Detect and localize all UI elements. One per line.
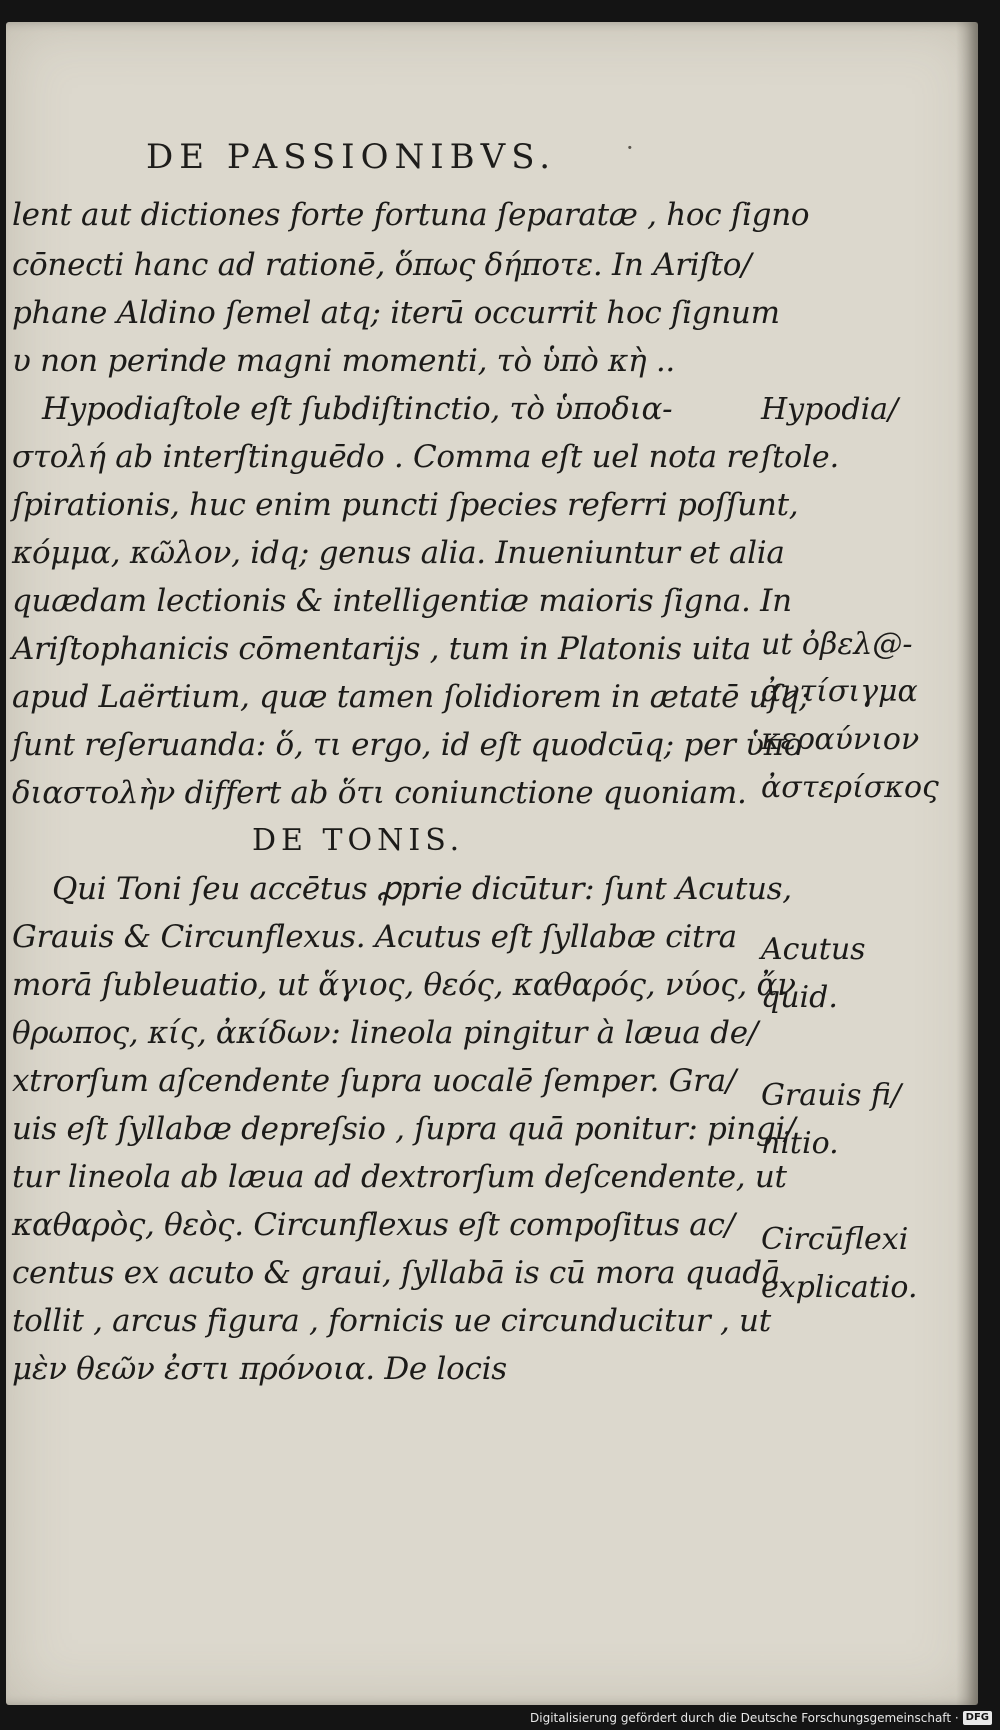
margin-note: quid. [761, 980, 838, 1015]
text-line: morā ſubleuatio, ut ἅγιος, θεός, καθαρός, νύος, ἄν [12, 967, 796, 1003]
text-line: phane Aldino ſemel atq; iterū occurrit hoc ſignum [12, 295, 780, 331]
text-line: xtrorſum aſcendente ſupra uocalē ſemper. Gra/ [12, 1063, 736, 1099]
footer-credit [530, 1709, 992, 1727]
text-line: μὲν θεῶν ἐστι πρόνοια. De locis [12, 1351, 507, 1387]
margin-note: ſtole. [761, 440, 840, 475]
text-line: quædam lectionis & intelligentiæ maioris ſigna. In [12, 583, 792, 619]
text-line: διαστολὴν differt ab ὅτι coniunctione quoniam. [12, 775, 747, 811]
text-line: ſunt reſeruanda: ὅ, τι ergo, id eſt quodcūq; per ὑπο [12, 727, 803, 763]
text-line: Hypodiaſtole eſt ſubdiſtinctio, τὸ ὑποδια- [42, 391, 673, 427]
margin-note: κεραύνιον [761, 722, 920, 757]
section-heading: DE TONIS. [252, 823, 465, 858]
text-line: Qui Toni ſeu accētus ꝓprie dicūtur: ſunt Acutus, [52, 871, 792, 907]
margin-note: ἀντίσιγμα [761, 674, 918, 709]
text-line: centus ex acuto & graui, ſyllabā is cū mora quadā [12, 1255, 780, 1291]
text-line: κόμμα, κῶλον, idq; genus alia. Inueniuntur et alia [12, 535, 785, 571]
text-line: στολή ab interſtinguēdo . Comma eſt uel nota re [12, 439, 759, 475]
text-line: tollit , arcus figura , fornicis ue circunducitur , ut [12, 1303, 771, 1339]
corner-mark: · [626, 134, 634, 162]
dfg-logo: DFG [963, 1711, 992, 1725]
margin-note: nitio. [761, 1126, 839, 1161]
text-line: cōnecti hanc ad rationē, ὅπως δήποτε. In Ariſto/ [12, 247, 752, 283]
text-line: tur lineola ab læua ad dextrorſum deſcendente, ut [12, 1159, 787, 1195]
margin-note: Hypodia/ [761, 392, 899, 427]
text-line: Ariſtophanicis cōmentarijs , tum in Platonis uita [12, 631, 751, 667]
text-line: Grauis & Circunflexus. Acutus eſt ſyllabæ citra [12, 919, 737, 955]
text-line: θρωπος, κίς, ἀκίδων: lineola pingitur à læua de/ [12, 1015, 758, 1051]
book-page [6, 22, 978, 1705]
text-line: apud Laërtium, quæ tamen ſolidiorem in ætatē uſq; [12, 679, 810, 715]
running-head: DE PASSIONIBVS. [146, 137, 557, 177]
margin-note: explicatio. [761, 1270, 918, 1305]
margin-note: ut ὀβελ@- [761, 627, 913, 662]
text-line: uis eſt ſyllabæ depreſsio , ſupra quā ponitur: pingi/ [12, 1111, 796, 1147]
margin-note: ἀστερίσκος [761, 770, 939, 805]
margin-note: Grauis fi/ [761, 1078, 902, 1113]
text-line: καθαρὸς, θεὸς. Circunflexus eſt compoſitus ac/ [12, 1207, 735, 1243]
margin-note: Circūflexi [761, 1222, 909, 1257]
text-line: υ non perinde magni momenti, τὸ ὑπὸ κὴ .. [12, 343, 675, 379]
text-line: ſpirationis, huc enim puncti ſpecies referri poſſunt, [12, 487, 799, 523]
footer-credit-text: Digitalisierung gefördert durch die Deutsche Forschungsgemeinschaft · [530, 1711, 959, 1725]
text-line: lent aut dictiones forte fortuna ſeparatæ , hoc ſigno [12, 197, 810, 233]
margin-note: Acutus [761, 932, 866, 967]
